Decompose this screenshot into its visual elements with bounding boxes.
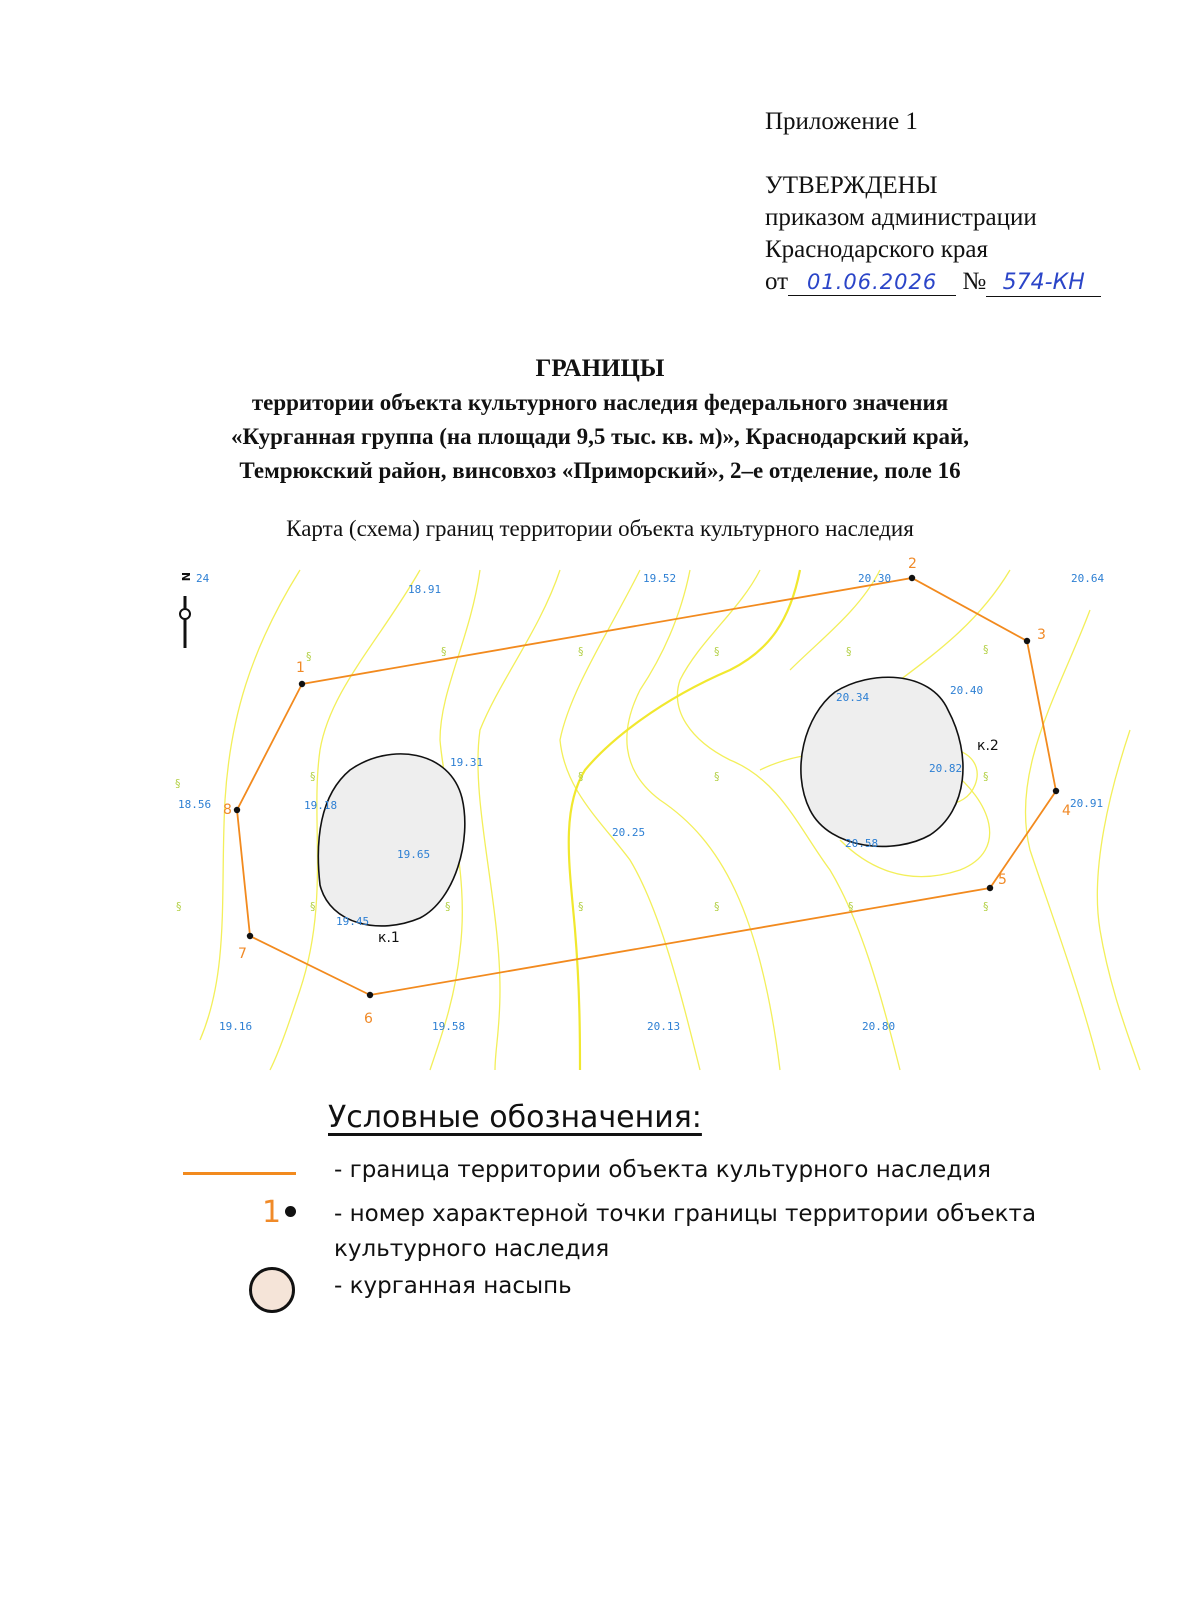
- vegetation-mark: §: [310, 900, 316, 913]
- approval-heading: УТВЕРЖДЕНЫ: [765, 172, 938, 199]
- elevation-label: 19.31: [450, 756, 484, 769]
- legend-boundary-line: [183, 1172, 296, 1175]
- vegetation-mark: §: [848, 900, 854, 913]
- north-arrow: [179, 572, 192, 648]
- elevation-label: 18.56: [178, 798, 212, 811]
- approval-line-2: Краснодарского края: [765, 236, 988, 263]
- vegetation-mark: §: [310, 770, 316, 783]
- appendix-label: Приложение 1: [765, 108, 918, 135]
- vegetation-mark: §: [983, 900, 989, 913]
- approval-line-1: приказом администрации: [765, 204, 1037, 231]
- elevation-label: 18.91: [408, 583, 442, 596]
- approval-block: [765, 170, 1101, 298]
- legend-point-dot: [285, 1206, 296, 1217]
- boundary-point-label: 8: [223, 802, 232, 818]
- elevation-label: 20.13: [647, 1020, 681, 1033]
- approval-number: 574-КН: [986, 270, 1101, 297]
- vegetation-mark: §: [176, 900, 182, 913]
- boundary-point-label: 6: [364, 1011, 373, 1027]
- elevation-label: 19.18: [304, 799, 338, 812]
- elevation-label: 20.58: [845, 837, 879, 850]
- elevation-label: 20.30: [858, 572, 892, 585]
- boundary-point-label: 3: [1037, 627, 1046, 643]
- boundary-point-dot: [987, 885, 993, 891]
- elevation-label: 20.91: [1070, 797, 1104, 810]
- number-prefix: №: [962, 268, 987, 295]
- elevation-label: 20.25: [612, 826, 646, 839]
- north-arrow-pivot: [180, 609, 190, 619]
- elevation-label: 20.80: [862, 1020, 896, 1033]
- title-line-1: ГРАНИЦЫ: [535, 355, 665, 382]
- vegetation-mark: §: [445, 900, 451, 913]
- boundary-point-label: 5: [998, 872, 1007, 888]
- vegetation-mark: §: [846, 645, 852, 658]
- mound-1: [318, 754, 465, 926]
- title-line-4: Темрюкский район, винсовхоз «Приморский», 2–е отделение, поле 16: [239, 458, 961, 483]
- legend-boundary-text: - граница территории объекта культурного наследия: [334, 1157, 992, 1183]
- legend-point-symbol: [262, 1195, 296, 1230]
- vegetation-mark: §: [578, 770, 584, 783]
- legend-mound-text: - курганная насыпь: [334, 1273, 572, 1299]
- date-prefix: от: [765, 268, 789, 295]
- vegetation-mark: §: [714, 645, 720, 658]
- elevation-label: 20.40: [950, 684, 984, 697]
- boundary-map: [0, 556, 1200, 1070]
- legend-mound-symbol: [249, 1267, 295, 1313]
- title-line-3: «Курганная группа (на площади 9,5 тыс. кв. м)», Краснодарский край,: [230, 424, 969, 449]
- vegetation-mark: §: [306, 650, 312, 663]
- legend-point-text-1: - номер характерной точки границы территории объекта: [334, 1201, 1037, 1227]
- elevation-label: 20.82: [929, 762, 963, 775]
- vegetation-mark: §: [441, 645, 447, 658]
- vegetation-mark: §: [983, 643, 989, 656]
- boundary-point-dot: [1024, 638, 1030, 644]
- legend-point-number: 1: [262, 1195, 282, 1230]
- elevation-label: 24: [196, 572, 210, 585]
- approval-date: 01.06.2026: [788, 269, 956, 296]
- boundary-point-dot: [367, 992, 373, 998]
- elevation-label: 20.34: [836, 691, 870, 704]
- mound-label: к.1: [378, 930, 400, 946]
- boundary-point-label: 4: [1062, 803, 1071, 819]
- vegetation-mark: §: [578, 645, 584, 658]
- boundary-point-dot: [909, 575, 915, 581]
- elevation-label: 19.16: [219, 1020, 253, 1033]
- map-caption: Карта (схема) границ территории объекта культурного наследия: [286, 516, 914, 541]
- legend-point-text-2: культурного наследия: [334, 1236, 610, 1262]
- boundary-point-dot: [299, 681, 305, 687]
- vegetation-mark: §: [714, 770, 720, 783]
- vegetation-mark: §: [714, 900, 720, 913]
- vegetation-mark: §: [983, 770, 989, 783]
- boundary-point-label: 1: [296, 660, 305, 676]
- legend-title: Условные обозначения:: [328, 1100, 702, 1135]
- mounds: [318, 677, 963, 926]
- boundary-point-dot: [247, 933, 253, 939]
- boundary-point-dot: [234, 807, 240, 813]
- vegetation-mark: §: [175, 777, 181, 790]
- boundary-point-label: 7: [238, 946, 247, 962]
- elevation-label: 19.52: [643, 572, 677, 585]
- mound-label: к.2: [977, 738, 999, 754]
- document-title: [0, 352, 1200, 488]
- title-line-2: территории объекта культурного наследия федерального значения: [251, 390, 949, 415]
- elevation-labels: [178, 572, 1104, 1033]
- elevation-label: 19.65: [397, 848, 431, 861]
- north-arrow-label: N: [179, 572, 192, 582]
- approval-date-line: [765, 266, 1101, 298]
- elevation-label: 20.64: [1071, 572, 1105, 585]
- boundary-point-dot: [1053, 788, 1059, 794]
- elevation-label: 19.45: [336, 915, 370, 928]
- elevation-label: 19.58: [432, 1020, 466, 1033]
- boundary-point-label: 2: [908, 556, 917, 572]
- vegetation-mark: §: [578, 900, 584, 913]
